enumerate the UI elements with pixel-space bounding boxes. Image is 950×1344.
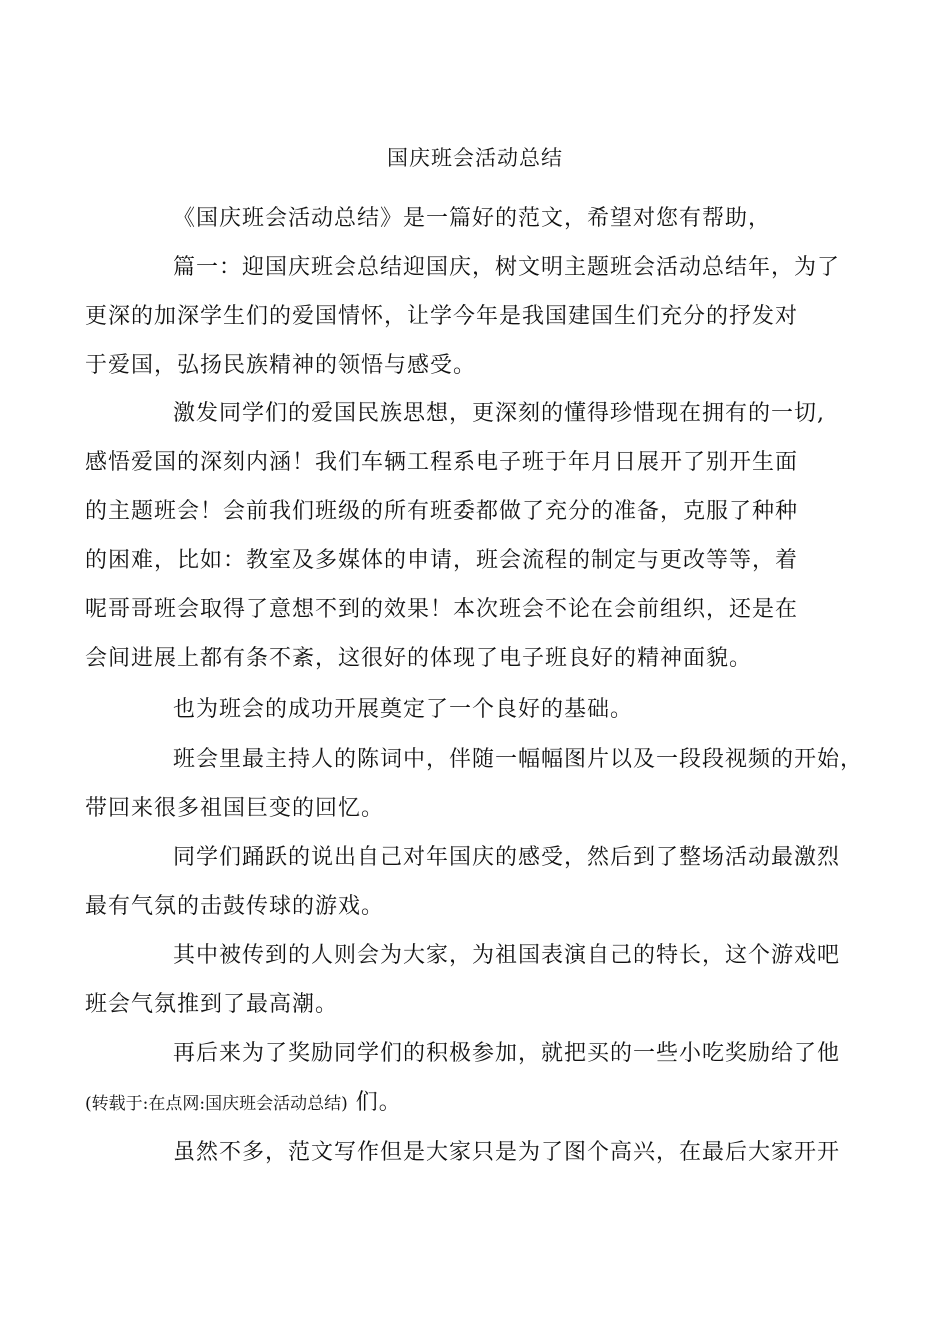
paragraph-line: 激发同学们的爱国民族思想，更深刻的懂得珍惜现在拥有的一切, [173, 401, 825, 426]
paragraph-8 [129, 1128, 841, 1177]
paragraph-line: 篇一：迎国庆班会总结迎国庆，树文明主题班会活动总结年，为了 [173, 255, 841, 280]
paragraph-line: 的主题班会！会前我们班级的所有班委都做了充分的准备，克服了种种 [85, 499, 799, 524]
paragraph-1 [85, 243, 841, 390]
paragraph-line: 会间进展上都有条不紊，这很好的体现了电子班良好的精神面貌。 [85, 646, 753, 671]
document-title: 国庆班会活动总结 [387, 146, 563, 170]
paragraph-line: 班会里最主持人的陈词中，伴随一幅幅图片以及一段段视频的开始， [173, 747, 864, 772]
paragraph-line: 最有气氛的击鼓传球的游戏。 [85, 894, 385, 919]
paragraph-line: 的困难，比如：教室及多媒体的申请，班会流程的制定与更改等等，着 [85, 548, 799, 573]
paragraph-3 [129, 685, 829, 734]
paragraph-line [85, 1078, 829, 1129]
source-note: (转载于:在点网:国庆班会活动总结) [85, 1094, 348, 1114]
paragraph-2 [85, 389, 829, 683]
paragraph-tail: 们。 [347, 1090, 402, 1115]
paragraph-line: 同学们踊跃的说出自己对年国庆的感受，然后到了整场活动最激烈 [173, 845, 841, 870]
paragraph-line: 《国庆班会活动总结》是一篇好的范文，希望对您有帮助， [173, 206, 772, 231]
paragraph-line: 于爱国，弘扬民族精神的领悟与感受。 [85, 353, 477, 378]
paragraph-line: 更深的加深学生们的爱国情怀，让学今年是我国建国生们充分的抒发对 [85, 304, 799, 329]
paragraph-line: 班会气氛推到了最高潮。 [85, 992, 339, 1017]
paragraph-6 [85, 931, 841, 1029]
paragraph-intro [129, 194, 829, 243]
paragraph-line: 再后来为了奖励同学们的积极参加，就把买的一些小吃奖励给了他 [173, 1041, 841, 1066]
paragraph-line: 带回来很多祖国巨变的回忆。 [85, 796, 385, 821]
paragraph-5 [85, 833, 841, 931]
paragraph-line: 呢哥哥班会取得了意想不到的效果！本次班会不论在会前组织，还是在 [85, 597, 799, 622]
paragraph-line: 其中被传到的人则会为大家，为祖国表演自己的特长，这个游戏吧 [173, 943, 841, 968]
paragraph-line: 虽然不多，范文写作但是大家只是为了图个高兴，在最后大家开开 [173, 1140, 841, 1165]
paragraph-4 [85, 735, 864, 833]
paragraph-line: 感悟爱国的深刻内涵！我们车辆工程系电子班于年月日展开了别开生面 [85, 450, 799, 475]
paragraph-line: 也为班会的成功开展奠定了一个良好的基础。 [173, 697, 634, 722]
paragraph-7 [85, 1029, 841, 1129]
